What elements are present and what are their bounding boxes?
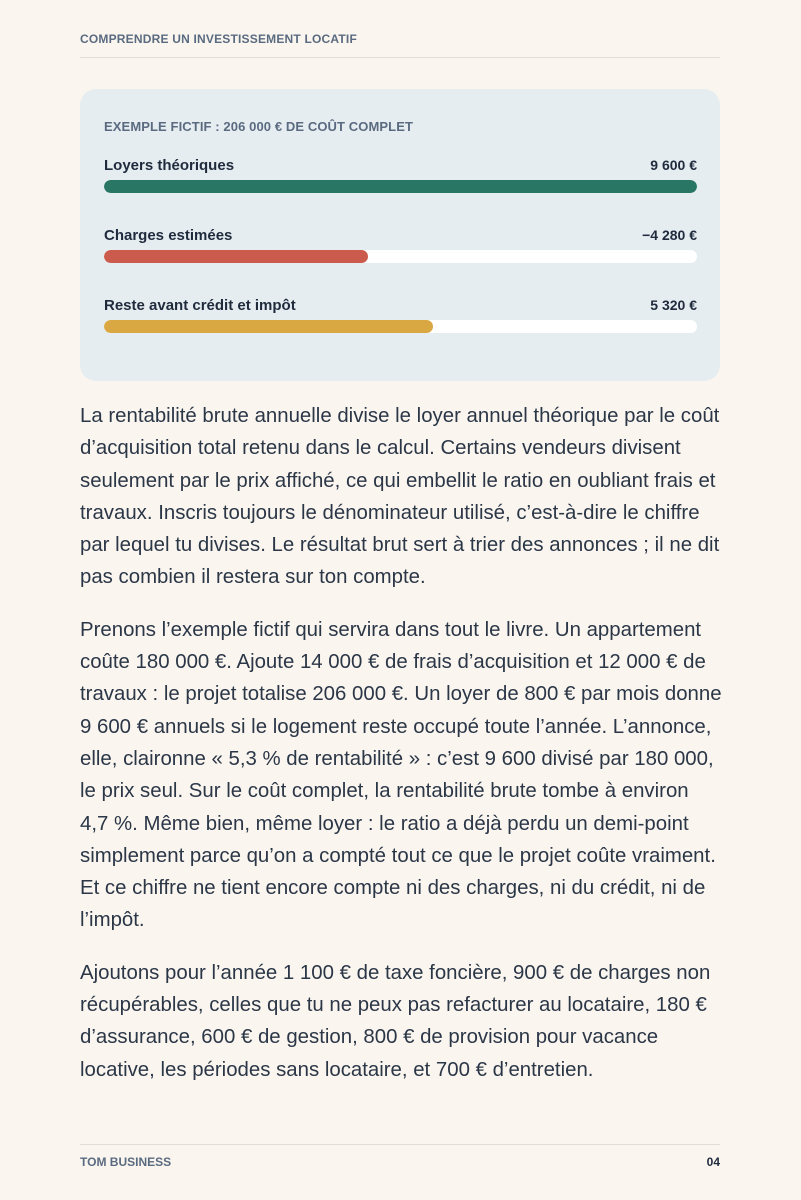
header-divider <box>80 57 720 58</box>
footer-author: TOM BUSINESS <box>80 1155 172 1169</box>
bar-value: −4 280 € <box>642 227 697 243</box>
example-card-title: EXEMPLE FICTIF : 206 000 € DE COÛT COMPLET <box>104 119 414 134</box>
paragraph: La rentabilité brute annuelle divise le loyer annuel théorique par le coût d’acquisition total retenu dans le calcul. Certains vendeurs divisent seulement par le prix affiché, ce qui embellit le ratio en oubliant frais et travaux. Inscris toujours le dénominateur utilisé, c’est-à-dire le chiffre par lequel tu divises. Le résultat brut sert à trier des annonces ; il ne dit pas combien il restera sur ton compte. <box>80 405 720 589</box>
bar-label: Reste avant crédit et impôt <box>104 297 296 314</box>
paragraph: Ajoutons pour l’année 1 100 € de taxe foncière, 900 € de charges non récupérables, celles que tu ne peux pas refacturer au locataire, 180 € d’assurance, 600 € de gestion, 800 € de provision pour vacance locative, les périodes sans locataire, et 700 € d’entretien. <box>80 961 711 1081</box>
bar-row-remaining <box>104 297 697 347</box>
footer-divider <box>80 1144 720 1145</box>
bar-label: Loyers théoriques <box>104 157 235 174</box>
running-header: COMPRENDRE UN INVESTISSEMENT LOCATIF <box>80 32 357 46</box>
example-card <box>80 89 720 381</box>
bar-value: 5 320 € <box>650 297 697 313</box>
bar-fill-rents <box>104 180 697 193</box>
bar-row-charges <box>104 227 697 277</box>
bar-label: Charges estimées <box>104 227 233 244</box>
bar-fill-remaining <box>104 320 433 333</box>
bar-fill-charges <box>104 250 368 263</box>
page-number: 04 <box>706 1155 720 1169</box>
bar-track <box>104 250 697 263</box>
paragraph: Prenons l’exemple fictif qui servira dans tout le livre. Un appartement coûte 180 000 €. Ajoute 14 000 € de frais d’acquisition et 12 000 € de travaux : le projet totalise 206 000 €. Un loyer de 800 € par mois donne 9 600 € annuels si le logement reste occupé toute l’année. L’annonce, elle, claironne « 5,3 % de rentabilité » : c’est 9 600 divisé par 180 000, le prix seul. Sur le coût complet, la rentabilité brute tombe à environ 4,7 %. Même bien, même loyer : le ratio a déjà perdu un demi-point simplement parce qu’on a compté tout ce que le projet coûte vraiment. Et ce chiffre ne tient encore compte ni des charges, ni du crédit, ni de l’impôt. <box>80 618 722 932</box>
body-text <box>80 400 722 1106</box>
bar-row-rents <box>104 157 697 207</box>
bar-value: 9 600 € <box>650 157 697 173</box>
bar-track <box>104 320 697 333</box>
bar-track <box>104 180 697 193</box>
